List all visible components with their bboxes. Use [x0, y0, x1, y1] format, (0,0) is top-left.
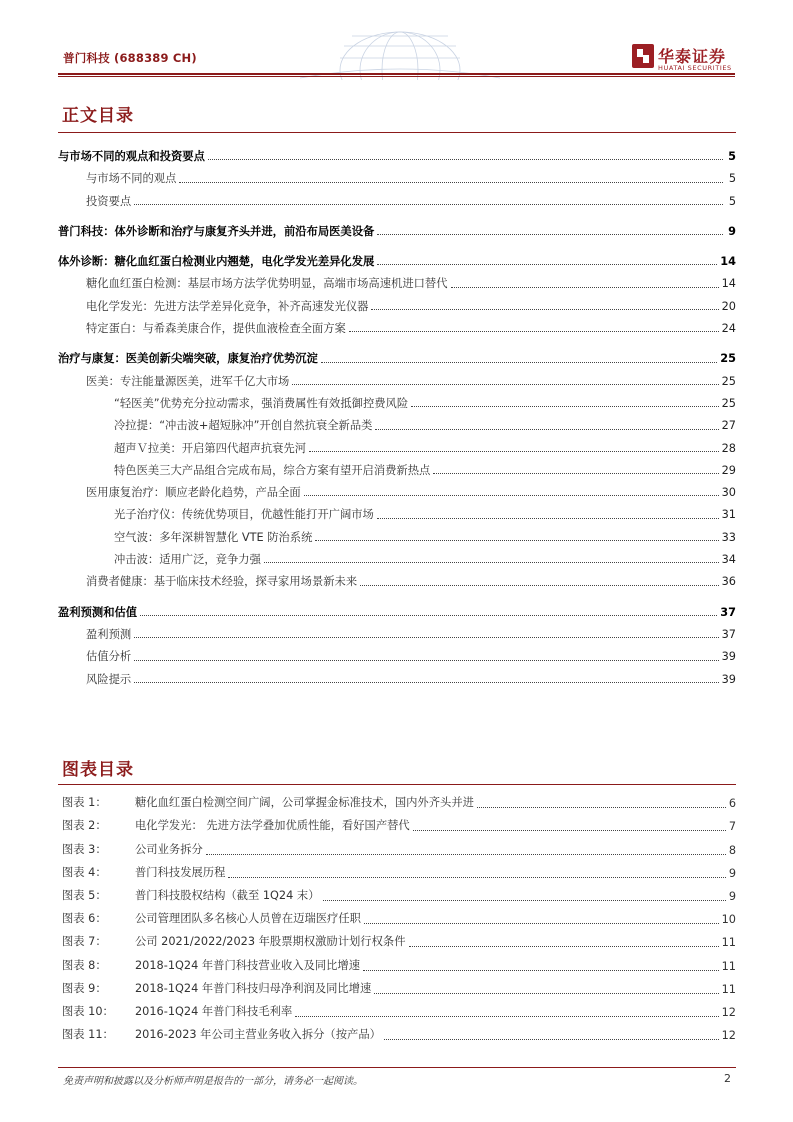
figure-entry[interactable]: 图表 3： 公司业务拆分 8: [62, 842, 736, 857]
toc-entry[interactable]: 投资要点 5: [86, 194, 736, 208]
logo-en-text: HUATAI SECURITIES: [658, 64, 732, 72]
toc-entry[interactable]: 医美：专注能量源医美，进军千亿大市场 25: [86, 374, 736, 388]
toc-entry[interactable]: 消费者健康：基于临床技术经验，探寻家用场景新未来 36: [86, 575, 736, 589]
page-number: 2: [724, 1072, 731, 1085]
toc-entry[interactable]: 糖化血红蛋白检测：基层市场方法学优势明显，高端市场高速机进口替代 14: [86, 277, 736, 291]
toc-entry[interactable]: 超声Ｖ拉美：开启第四代超声抗衰先河 28: [114, 441, 736, 455]
footer-disclaimer: 免责声明和披露以及分析师声明是报告的一部分，请务必一起阅读。: [63, 1076, 363, 1087]
toc-entry[interactable]: 盈利预测 37: [86, 627, 736, 641]
figure-entry[interactable]: 图表 1： 糖化血红蛋白检测空间广阔，公司掌握金标准技术，国内外齐头并进 6: [62, 796, 736, 811]
toc-entry[interactable]: 特色医美三大产品组合完成布局，综合方案有望开启消费新热点 29: [114, 463, 736, 477]
toc-heading: 正文目录: [62, 106, 134, 126]
toc-entry[interactable]: 风险提示 39: [86, 672, 736, 686]
toc-entry[interactable]: 空气波：多年深耕智慧化 VTE 防治系统 33: [114, 530, 736, 544]
toc-entry[interactable]: 治疗与康复：医美创新尖端突破，康复治疗优势沉淀 25: [58, 352, 736, 366]
figure-entry[interactable]: 图表 8： 2018-1Q24 年普门科技营业收入及同比增速 11: [62, 958, 736, 973]
toc-entry[interactable]: 普门科技：体外诊断和治疗与康复齐头并进，前沿布局医美设备 9: [58, 224, 736, 238]
toc-entry[interactable]: “轻医美”优势充分拉动需求，强消费属性有效抵御控费风险 25: [114, 396, 736, 410]
toc-entry[interactable]: 特定蛋白：与希森美康合作，提供血液检查全面方案 24: [86, 322, 736, 336]
toc-entry[interactable]: 光子治疗仪：传统优势项目，优越性能打开广阔市场 31: [114, 508, 736, 522]
table-of-contents: [58, 143, 736, 688]
toc-entry[interactable]: 医用康复治疗：顺应老龄化趋势，产品全面 30: [86, 486, 736, 500]
figures-heading: 图表目录: [62, 760, 134, 780]
figures-heading-rule: [58, 784, 736, 785]
figure-entry[interactable]: 图表 5： 普门科技股权结构（截至 1Q24 末） 9: [62, 888, 736, 903]
figure-entry[interactable]: 图表 2： 电化学发光： 先进方法学叠加优质性能，看好国产替代 7: [62, 819, 736, 834]
huatai-logo: [632, 44, 742, 76]
figure-list: [58, 790, 736, 1045]
header-divider: [58, 73, 735, 75]
huatai-logo-icon: [632, 44, 654, 68]
toc-entry[interactable]: 与市场不同的观点和投资要点 5: [58, 150, 736, 163]
toc-entry[interactable]: 与市场不同的观点 5: [86, 172, 736, 186]
toc-entry[interactable]: 电化学发光：先进方法学差异化竞争，补齐高速发光仪器 20: [86, 299, 736, 313]
toc-heading-rule: [58, 132, 736, 133]
figure-entry[interactable]: 图表 4： 普门科技发展历程 9: [62, 865, 736, 880]
toc-entry[interactable]: 冲击波：适用广泛，竞争力强 34: [114, 553, 736, 567]
figure-entry[interactable]: 图表 11： 2016-2023 年公司主营业务收入拆分（按产品） 12: [62, 1028, 736, 1043]
logo-cn-text: 华泰证券: [658, 47, 727, 66]
figure-entry[interactable]: 图表 9： 2018-1Q24 年普门科技归母净利润及同比增速 11: [62, 981, 736, 996]
figure-entry[interactable]: 图表 10： 2016-1Q24 年普门科技毛利率 12: [62, 1004, 736, 1019]
toc-entry[interactable]: 估值分析 39: [86, 650, 736, 664]
footer-divider: [58, 1067, 736, 1068]
figure-entry[interactable]: 图表 7： 公司 2021/2022/2023 年股票期权激励计划行权条件 11: [62, 935, 736, 950]
toc-entry[interactable]: 体外诊断：糖化血红蛋白检测业内翘楚，电化学发光差异化发展 14: [58, 255, 736, 269]
page-header: [0, 0, 793, 86]
report-title: 普门科技 (688389 CH): [63, 51, 197, 65]
toc-entry[interactable]: 冷拉提：“冲击波+超短脉冲”开创自然抗衰全新品类 27: [114, 419, 736, 433]
header-divider-thin: [58, 76, 735, 77]
toc-entry[interactable]: 盈利预测和估值 37: [58, 605, 736, 619]
figure-entry[interactable]: 图表 6： 公司管理团队多名核心人员曾在迈瑞医疗任职 10: [62, 912, 736, 927]
